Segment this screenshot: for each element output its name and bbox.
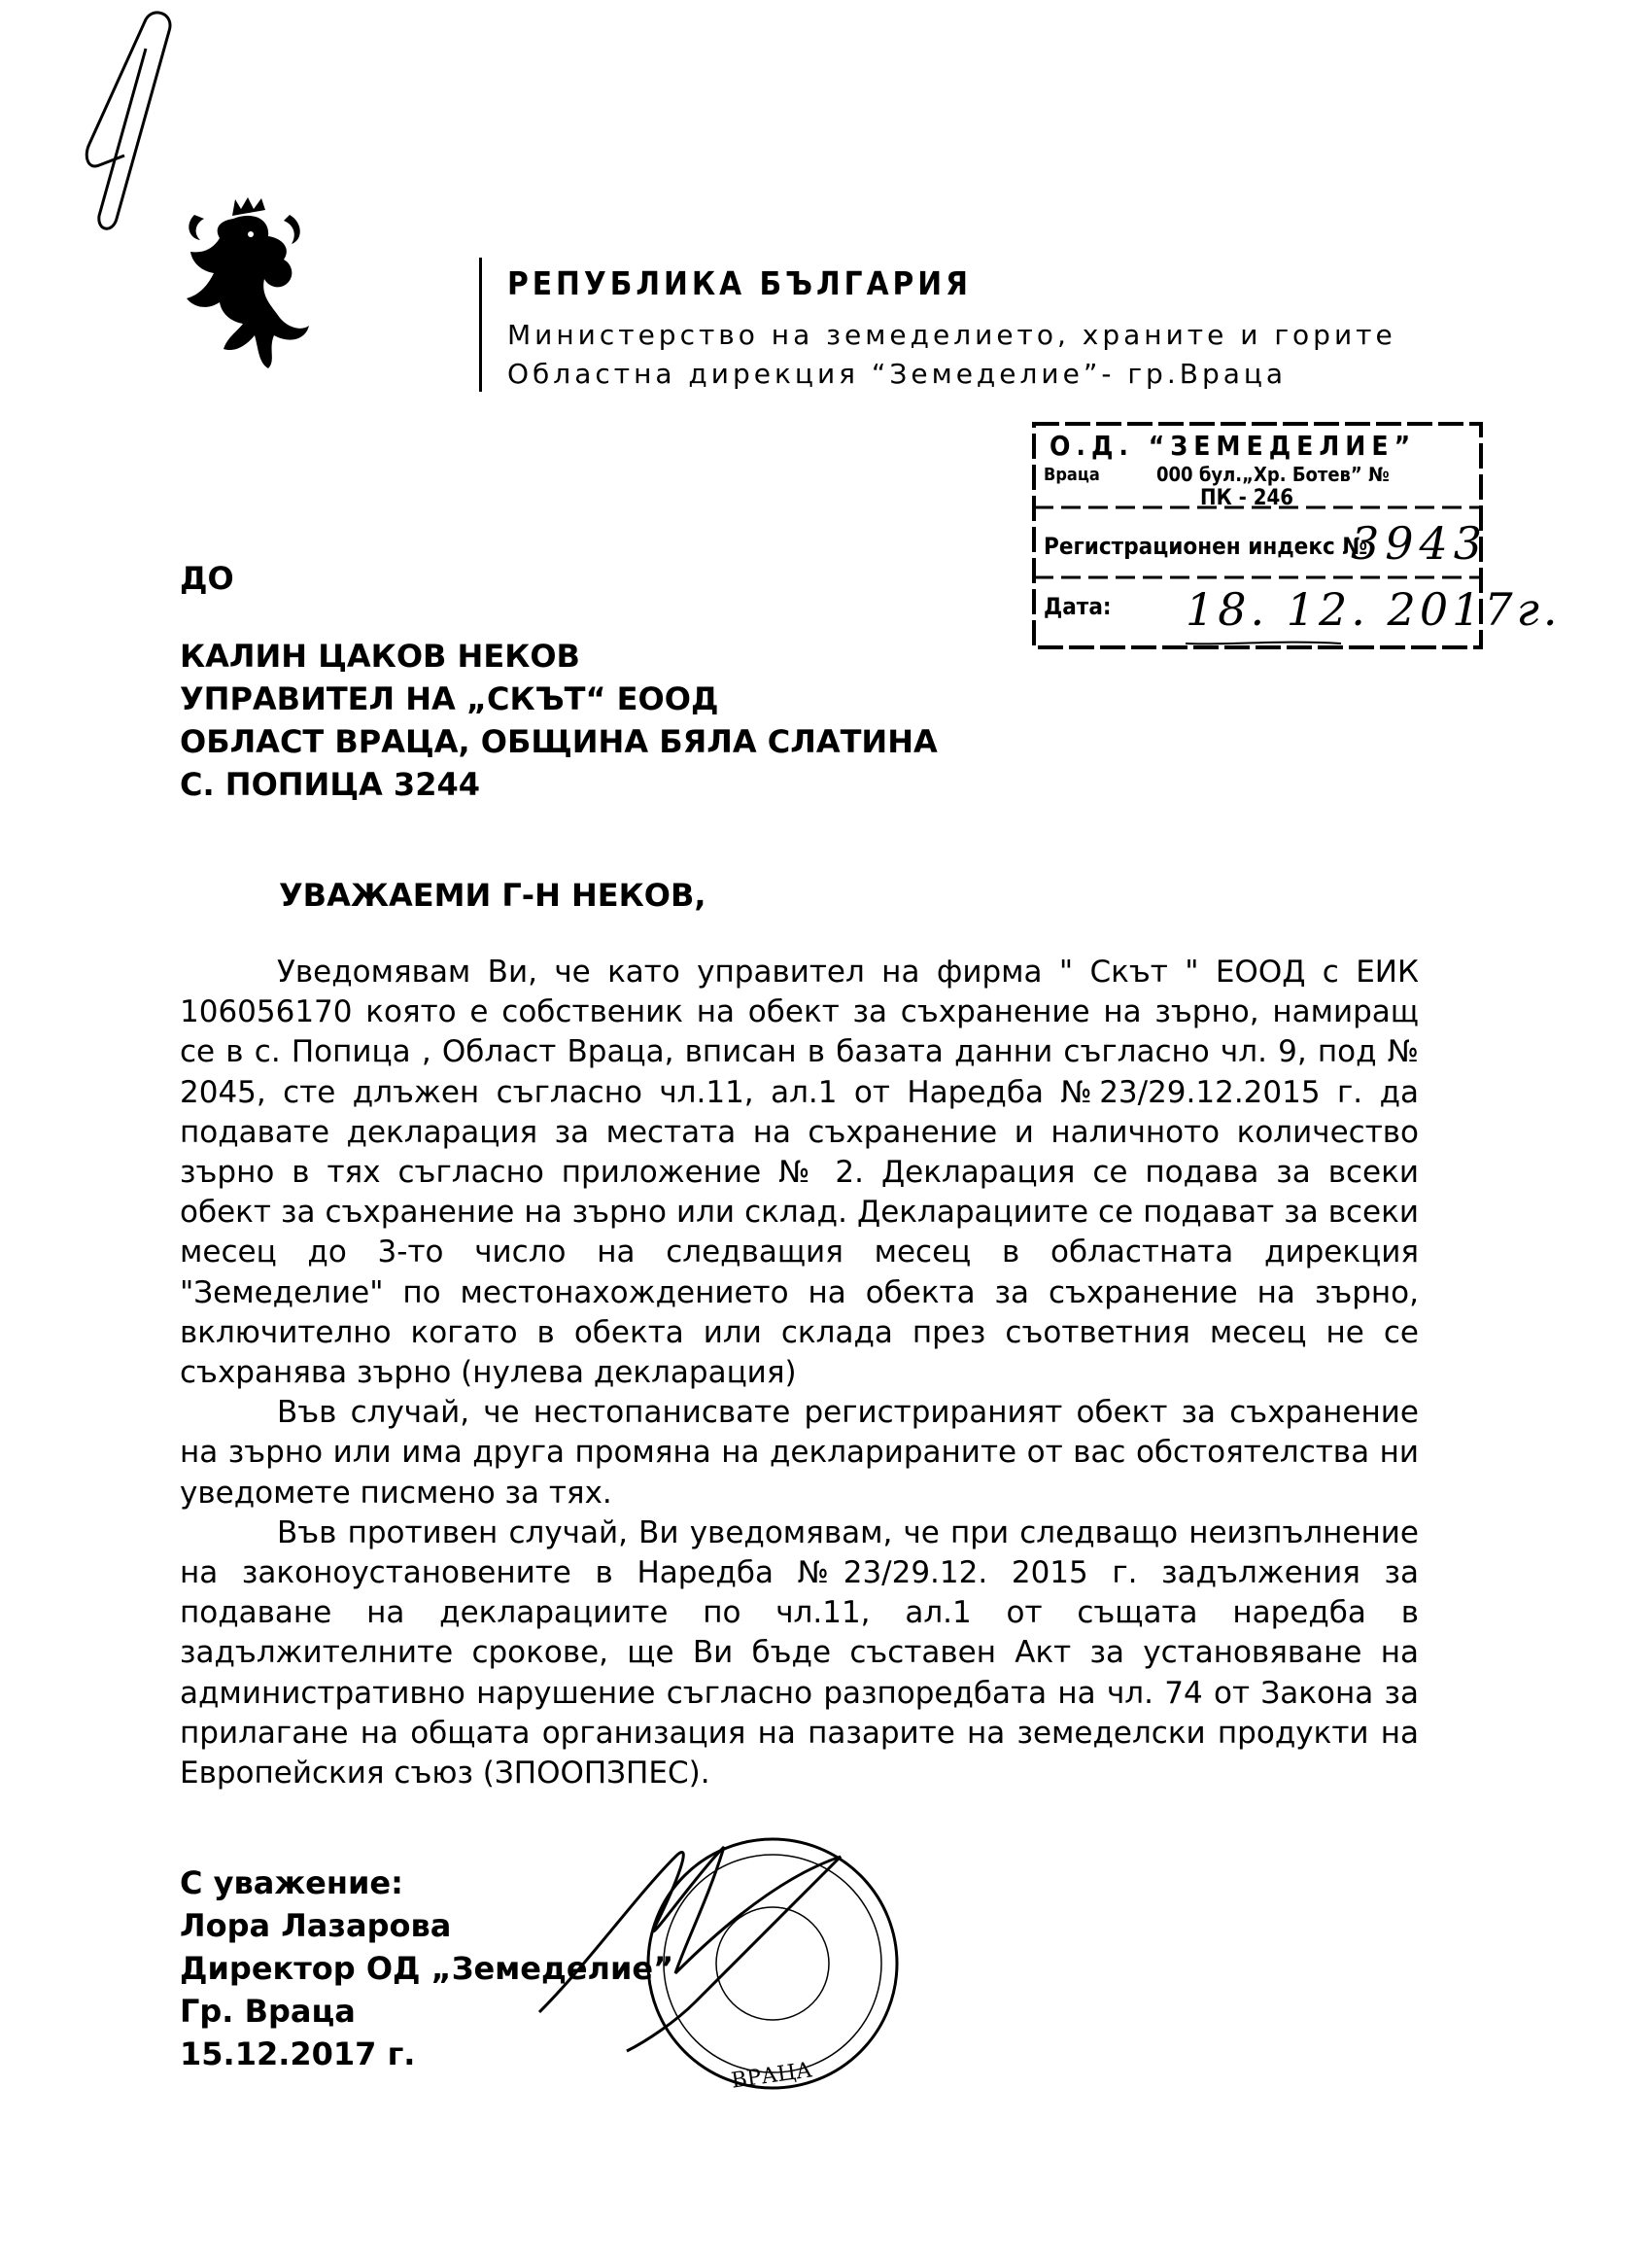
signature-closing: С уважение: — [180, 1864, 403, 1901]
stamp-organization: О.Д. “ЗЕМЕДЕЛИЕ” — [1050, 430, 1417, 462]
signature-city: Гр. Враца — [180, 1993, 356, 2030]
letterhead-country: РЕПУБЛИКА БЪЛГАРИЯ — [507, 264, 973, 302]
addressee-position: УПРАВИТЕЛ НА „СКЪТ“ ЕООД — [180, 680, 719, 717]
stamp-index-value: 3943 — [1351, 517, 1489, 570]
stamp-address: 000 бул.„Хр. Ботев” № — [1156, 463, 1390, 486]
letterhead-directorate: Областна дирекция “Земеделие”- гр.Враца — [507, 358, 1288, 390]
addressee-region: ОБЛАСТ ВРАЦА, ОБЩИНА БЯЛА СЛАТИНА — [180, 723, 938, 760]
registry-stamp — [1030, 420, 1562, 651]
stamp-postcode: ПК - 246 — [1200, 486, 1294, 510]
coat-of-arms-lion-icon — [175, 190, 316, 369]
letterhead-divider — [479, 258, 482, 392]
stamp-city: Враца — [1044, 465, 1100, 485]
stamp-date-label: Дата: — [1044, 593, 1112, 620]
stamp-index-label: Регистрационен индекс № — [1044, 533, 1368, 560]
signature-name: Лора Лазарова — [180, 1907, 452, 1944]
addressee-to-label: ДО — [180, 560, 234, 597]
addressee-village: С. ПОПИЦА 3244 — [180, 766, 480, 803]
body-paragraph-2: Във случай, че нестопанисвате регистрираният обект за съхранение на зърно или има друга промяна на декларираните от вас обстоятелства ни уведомете писмено за тях. — [180, 1395, 1419, 1511]
stamp-date-value: 18. 12. 2017г. — [1186, 583, 1562, 636]
body-paragraph-3: Във противен случай, Ви уведомявам, че при следващо неизпълнение на законоустановените в Наредба №23/29.12. 2015 г. задължения за подаване на декларациите по чл.11, ал.1 от същата наредба в задължителните срокове, ще Ви бъде съставен Акт за установяване на административно нарушение съгласно разпоредбата на чл. 74 от Закона за прилагане на общата организация на пазарите на земеделски продукти на Европейския съюз (ЗПООПЗПЕС). — [180, 1514, 1419, 1791]
seal-bottom-text: ВРАЦА — [730, 2058, 814, 2094]
signature-block — [180, 1861, 673, 2075]
signature-title: Директор ОД „Земеделие” — [180, 1950, 674, 1987]
letter-body — [180, 953, 1419, 1793]
letterhead-ministry: Министерство на земеделието, храните и горите — [507, 319, 1396, 351]
addressee-name: КАЛИН ЦАКОВ НЕКОВ — [180, 638, 580, 675]
body-paragraph-1: Уведомявам Ви, че като управител на фирма " Скът " ЕООД с ЕИК 106056170 която е собственик на обект за съхранение на зърно, намиращ се в с. Попица , Област Враца, вписан в базата данни съгласно чл. 9, под № 2045, сте длъжен съгласно чл.11, ал.1 от Наредба №23/29.12.2015 г. да подавате декларация за местата на съхранение и наличното количество зърно в тях съгласно приложение № 2. Декларация се подава за всеки обект за съхранение на зърно или склад. Декларациите се подават за всеки месец до 3-то число на следващия месец в областната дирекция "Земеделие" по местонахождението на обекта за съхранение на зърно, включително когато в обекта или склада през съответния месец не се съхранява зърно (нулева декларация) — [180, 955, 1419, 1391]
addressee-block — [180, 635, 938, 806]
signature-date: 15.12.2017 г. — [180, 2035, 416, 2072]
salutation: УВАЖАЕМИ Г-Н НЕКОВ, — [279, 877, 706, 914]
